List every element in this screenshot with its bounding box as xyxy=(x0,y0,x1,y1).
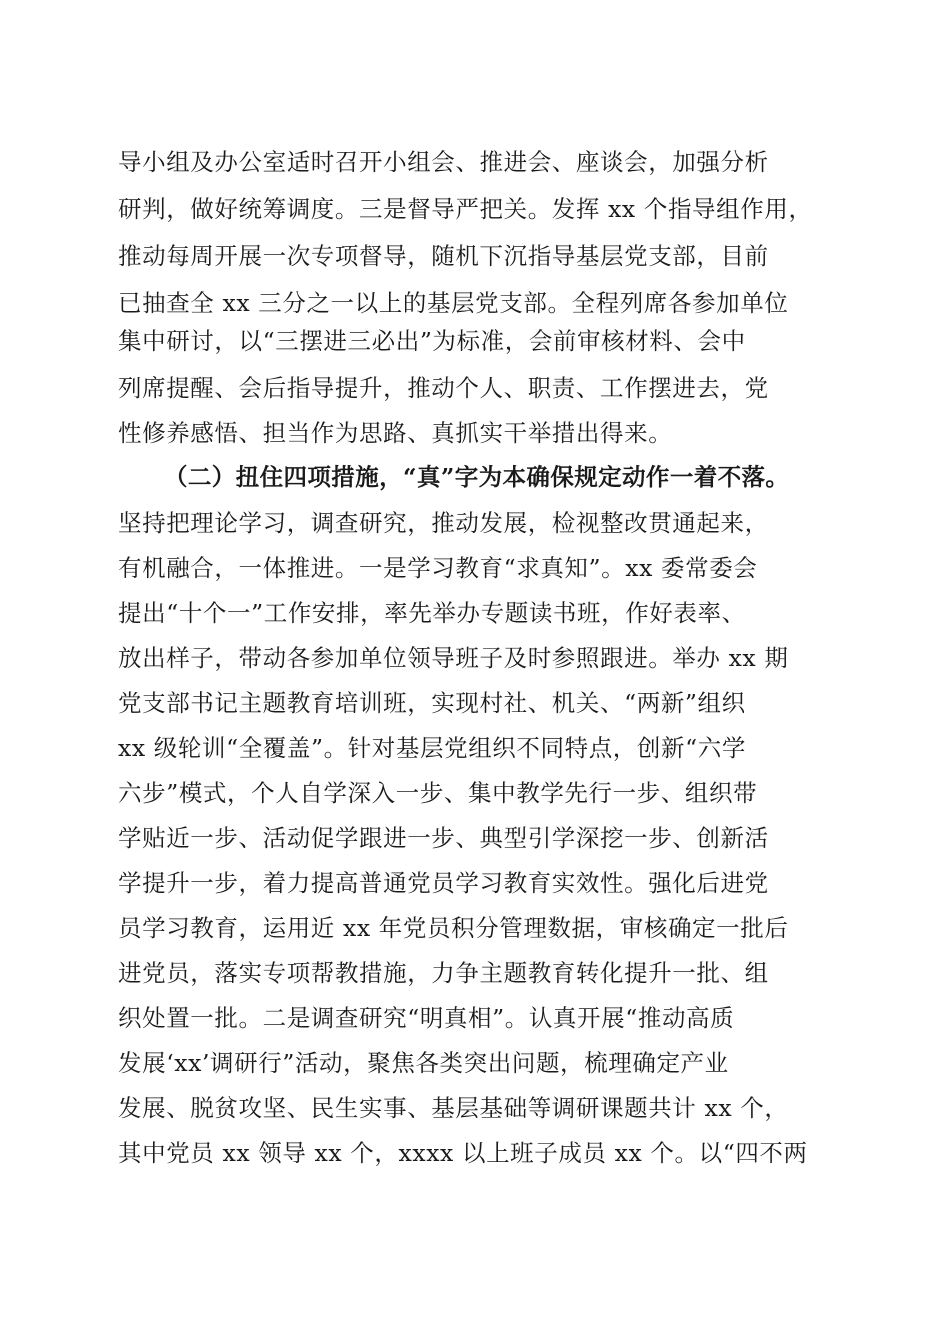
text-line-21: 发展‘xx’调研行”活动，聚焦各类突出问题，梳理确定产业 xyxy=(118,1049,729,1077)
text-line-18: 员学习教育，运用近 xx 年党员积分管理数据，审核确定一批后 xyxy=(118,914,789,942)
text-line-15: 六步”模式，个人自学深入一步、集中教学先行一步、组织带 xyxy=(118,779,758,807)
text-line-4: 已抽查全 xx 三分之一以上的基层党支部。全程列席各参加单位 xyxy=(118,289,789,317)
text-line-5: 集中研讨，以“三摆进三必出”为标准，会前审核材料、会中 xyxy=(118,327,746,355)
text-line-13: 党支部书记主题教育培训班，实现村社、机关、“两新”组织 xyxy=(118,689,746,717)
text-line-14: xx 级轮训“全覆盖”。针对基层党组织不同特点，创新“六学 xyxy=(118,734,746,762)
section-heading: （二）扭住四项措施，“真”字为本确保规定动作一着不落。 xyxy=(164,463,790,491)
text-line-7: 性修养感悟、担当作为思路、真抓实干举措出得来。 xyxy=(118,419,673,447)
text-line-11: 提出“十个一”工作安排，率先举办专题读书班，作好表率、 xyxy=(118,599,746,627)
text-line-20: 织处置一批。二是调查研究“明真相”。认真开展“推动高质 xyxy=(118,1004,735,1032)
text-line-16: 学贴近一步、活动促学跟进一步、典型引学深挖一步、创新活 xyxy=(118,824,769,852)
text-line-23: 其中党员 xx 领导 xx 个，xxxx 以上班子成员 xx 个。以“四不两 xyxy=(118,1139,808,1167)
text-line-6: 列席提醒、会后指导提升，推动个人、职责、工作摆进去，党 xyxy=(118,374,769,402)
text-line-3: 推动每周开展一次专项督导，随机下沉指导基层党支部，目前 xyxy=(118,242,769,270)
text-line-2: 研判，做好统筹调度。三是督导严把关。发挥 xx 个指导组作用， xyxy=(118,195,813,223)
text-line-1: 导小组及办公室适时召开小组会、推进会、座谈会，加强分析 xyxy=(118,148,769,176)
text-line-17: 学提升一步，着力提高普通党员学习教育实效性。强化后进党 xyxy=(118,869,769,897)
text-line-22: 发展、脱贫攻坚、民生实事、基层基础等调研课题共计 xx 个， xyxy=(118,1094,789,1122)
text-line-9: 坚持把理论学习，调查研究，推动发展，检视整改贯通起来， xyxy=(118,509,769,537)
text-line-19: 进党员，落实专项帮教措施，力争主题教育转化提升一批、组 xyxy=(118,959,769,987)
text-line-10: 有机融合，一体推进。一是学习教育“求真知”。xx 委常委会 xyxy=(118,554,758,582)
text-line-12: 放出样子，带动各参加单位领导班子及时参照跟进。举办 xx 期 xyxy=(118,644,789,672)
